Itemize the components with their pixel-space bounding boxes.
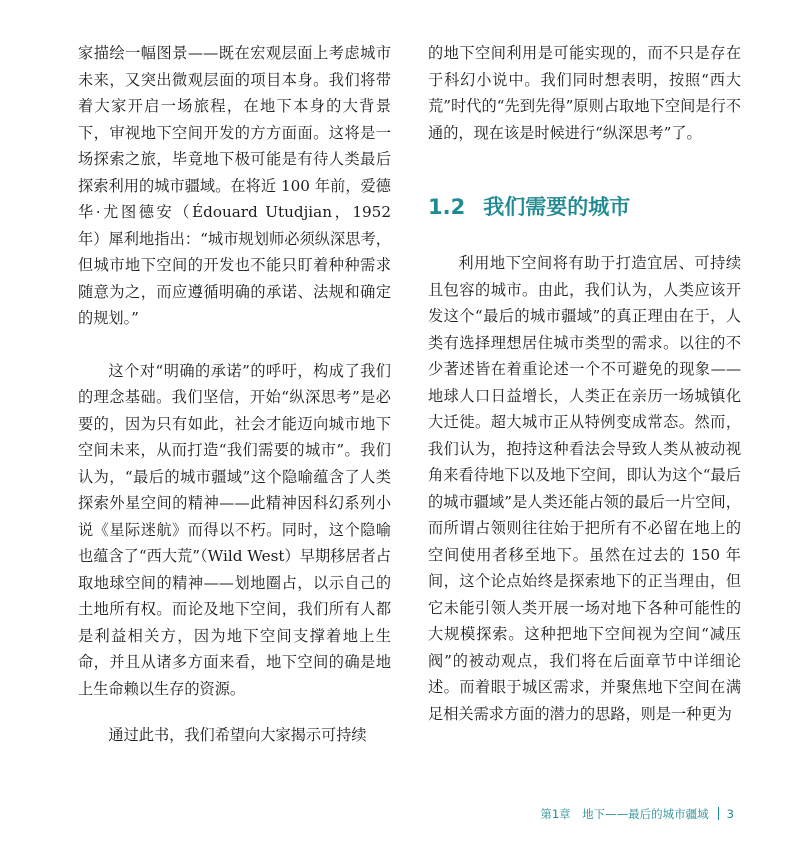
body-paragraph: 的地下空间利用是可能实现的，而不只是存在于科幻小说中。我们同时想表明，按照“西大荒”时代的“先到先得”原则占取地下空间是行不通的，现在该是时候进行“纵深思考”了。 bbox=[428, 44, 741, 142]
body-paragraph: 通过此书，我们希望向大家揭示可持续 bbox=[108, 726, 367, 744]
body-paragraph: 这个对“明确的承诺”的呼吁，构成了我们的理念基础。我们坚信，开始“纵深思考”是必要的，因为只有如此，社会才能迈向城市地下空间未来，从而打造“我们需要的城市”。我们认为，“最后的城市疆域”这个隐喻蕴含了人类探索外星空间的精神——此精神因科幻系列小说《星际迷航》而得以不朽。同时，这个隐喻也蕴含了“西大荒”（Wild West）早期移居者占取地球空间的精神——划地圈占，以示自己的土地所有权。而论及地下空间，我们所有人都是利益相关方，因为地下空间支撑着地上生命，并且从诸多方面来看，地下空间的确是地上生命赖以生存的资源。 bbox=[78, 361, 391, 698]
section-heading bbox=[428, 192, 741, 222]
body-paragraph: 利用地下空间将有助于打造宜居、可持续且包容的城市。由此，我们认为，人类应该开发这个“最后的城市疆域”的真正理由在于，人类有选择理想居住城市类型的需求。以往的不少著述皆在着重论述一个不可避免的现象——地球人口日益增长，人类正在亲历一场城镇化大迁徙。超大城市正从特例变成常态。然而，我们认为，抱持这种看法会导致人类从被动视角来看待地下以及地下空间，即认为这个“最后的城市疆域”是人类还能占领的最后一片空间，而所谓占领则往往始于把所有不必留在地上的空间使用者移至地下。虽然在过去的 150 年间，这个论点始终是探索地下的正当理由，但它未能引领人类开展一场对地下各种可能性的大规模探索。这种把地下空间视为空间“减压阀”的被动观点，我们将在后面章节中详细论述。而着眼于城区需求，并聚焦地下空间在满足相关需求方面的潜力的思路，则是一种更为 bbox=[428, 254, 741, 723]
footer-divider bbox=[718, 807, 719, 820]
section-number: 1.2 bbox=[428, 195, 466, 219]
right-column bbox=[428, 40, 741, 727]
section-title: 我们需要的城市 bbox=[483, 195, 631, 219]
page-footer bbox=[540, 806, 734, 822]
body-paragraph: 家描绘一幅图景——既在宏观层面上考虑城市未来，又突出微观层面的项目本身。我们将带着大家开启一场旅程，在地下本身的大背景下，审视地下空间开发的方方面面。这将是一场探索之旅，毕竟地下极可能是有待人类最后探索利用的城市疆域。在将近 100 年前，爱德华·尤图德安（Édouard Utudjian，1952 年）犀利地指出：“城市规划师必须纵深思考，但城市地下空间的开发也不能只盯着种种需求随意为之，而应遵循明确的承诺、法规和确定的规划。” bbox=[78, 44, 391, 327]
running-footer-chapter: 第1章 地下——最后的城市疆域 bbox=[540, 807, 709, 821]
page-number: 3 bbox=[726, 807, 734, 821]
left-column bbox=[78, 40, 391, 749]
